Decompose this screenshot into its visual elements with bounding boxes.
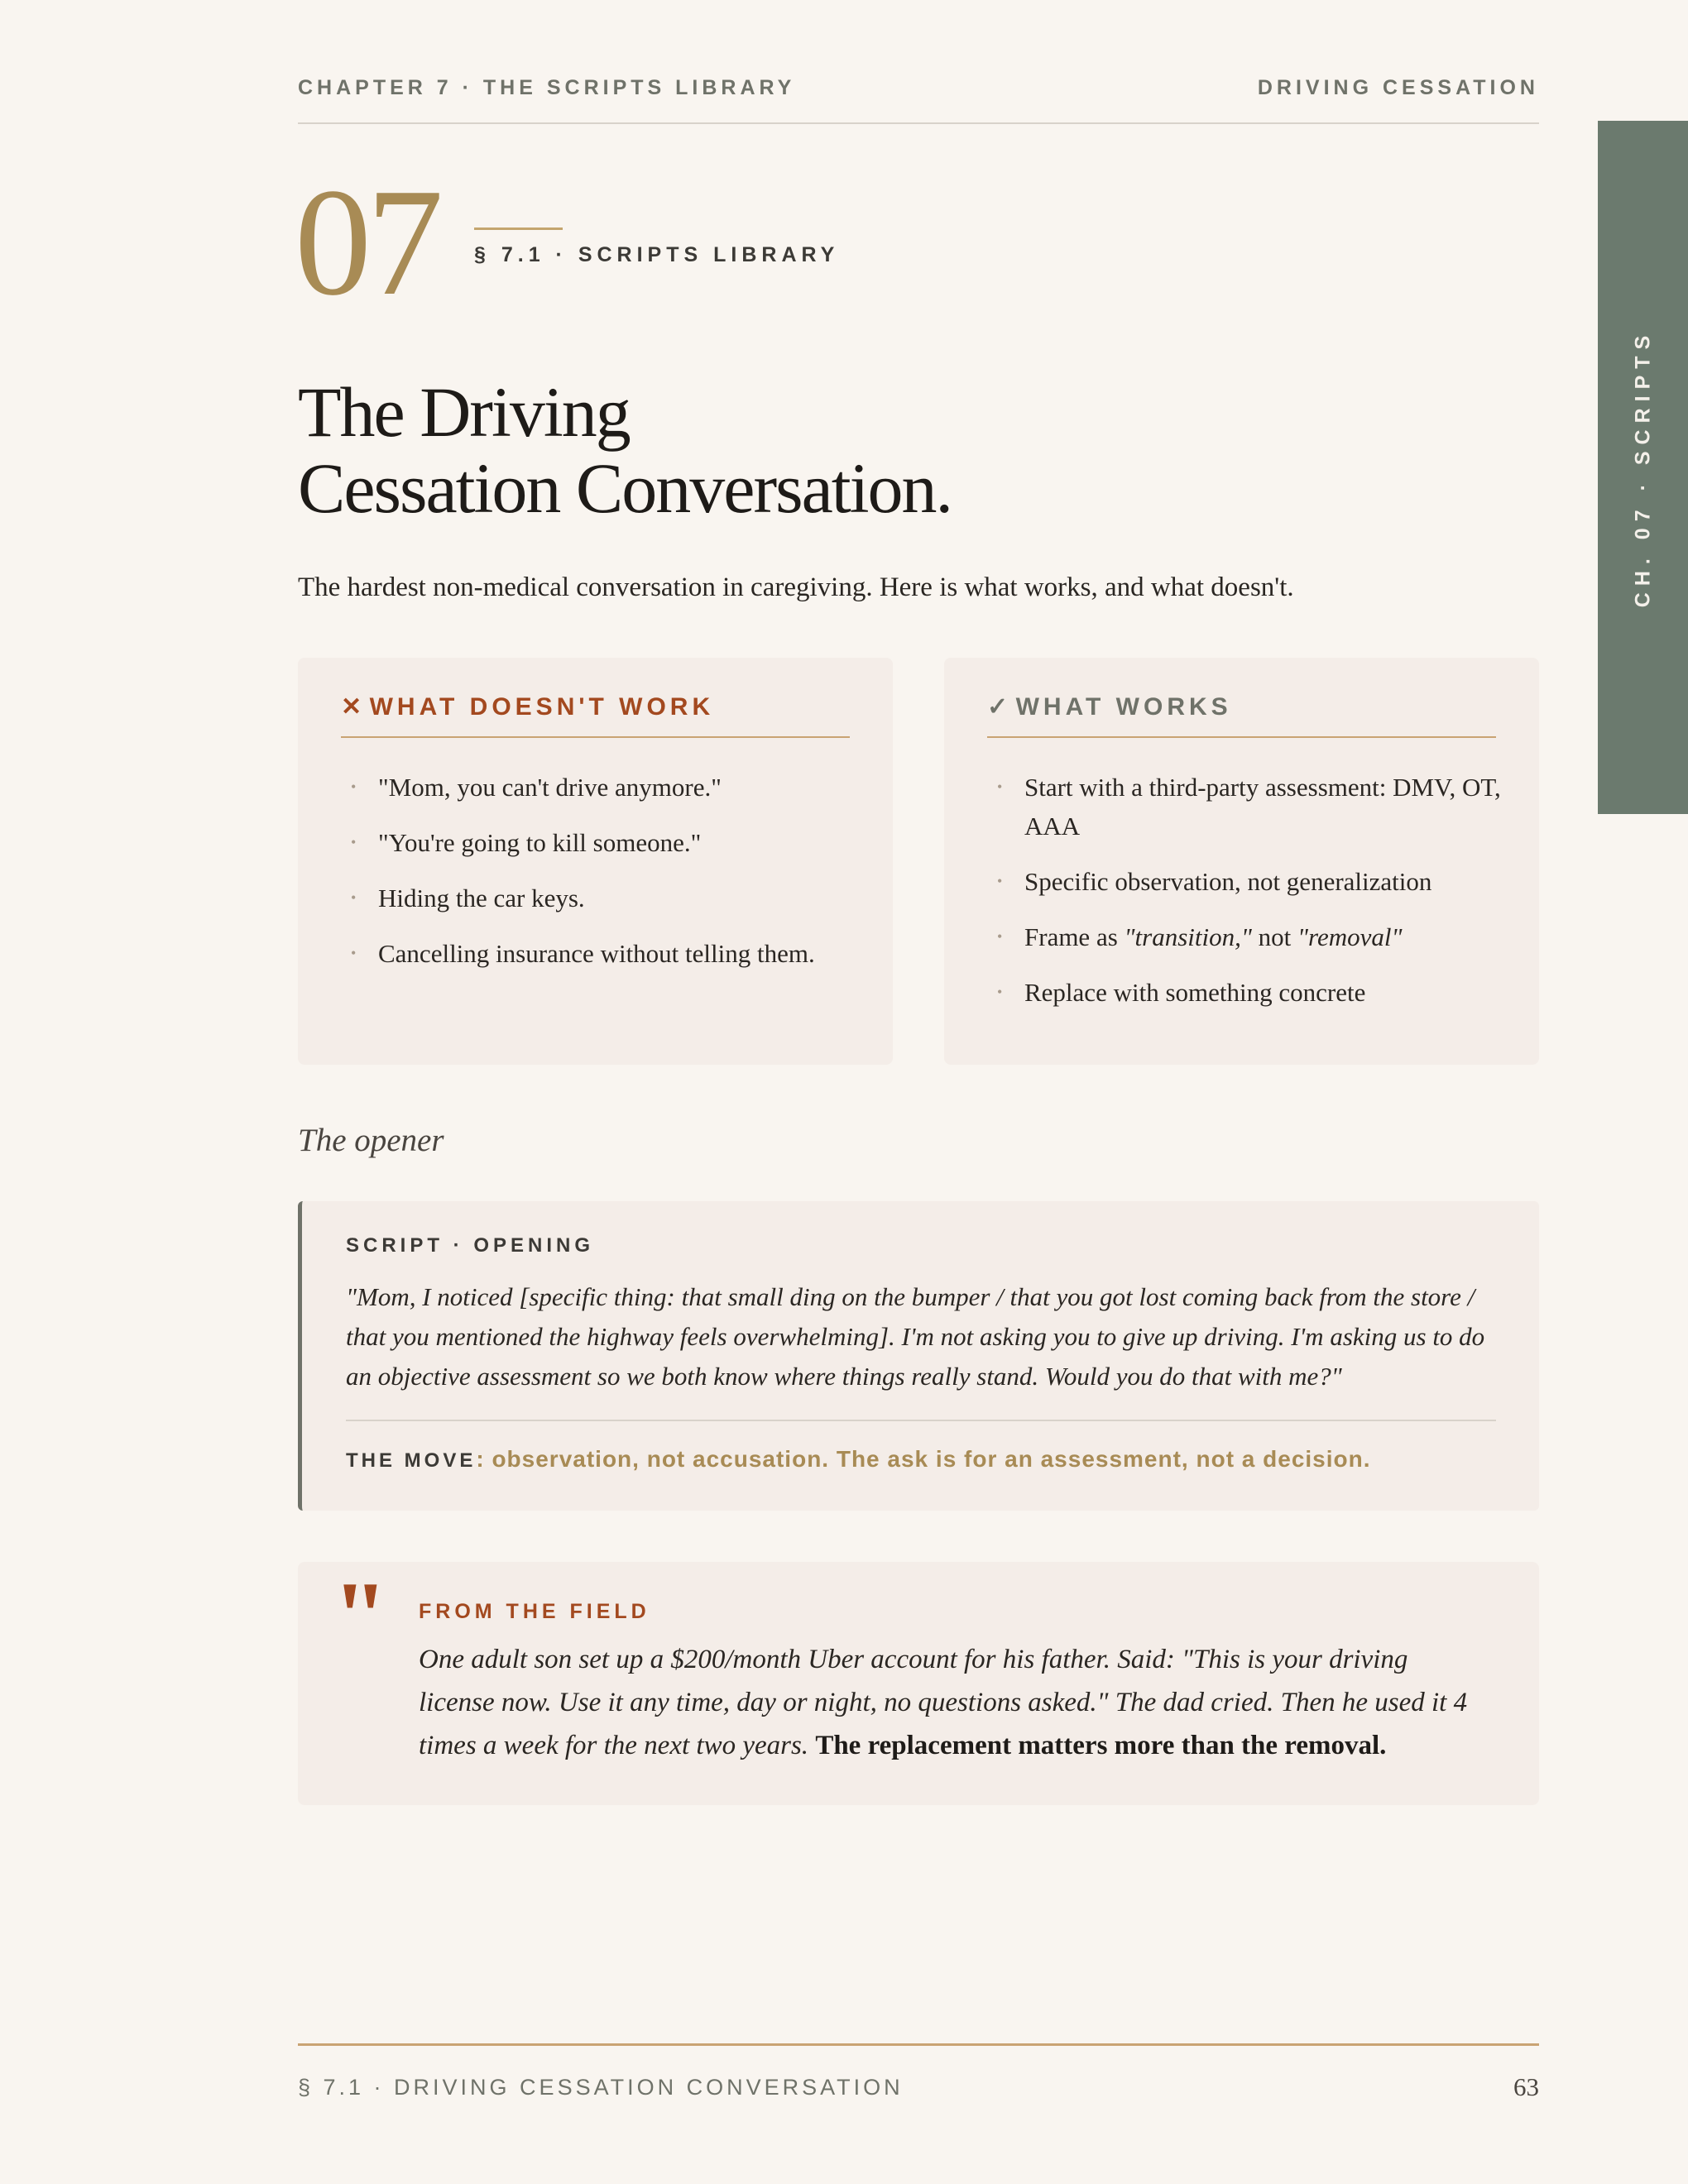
doesnt-work-title: WHAT DOESN'T WORK — [369, 693, 715, 721]
chapter-number: 07 — [295, 157, 439, 328]
footer-section: § 7.1 · DRIVING CESSATION CONVERSATION — [298, 2075, 904, 2100]
section-label: § 7.1 · SCRIPTS LIBRARY — [474, 243, 840, 266]
script-label: SCRIPT · OPENING — [346, 1234, 595, 1257]
script-text: "Mom, I noticed [specific thing: that small ding on the bumper / that you got lost coming back from the store / that you mentioned the highway feels overwhelming]. I'm not asking you to give up driving. I'm asking us to do an objective assessment so we both know where things really stand. Would you do that with me?" — [346, 1282, 1485, 1391]
works-card — [944, 658, 1539, 1065]
script-move — [346, 1446, 1371, 1473]
list-item: • Start with a third-party assessment: DMV, OT, AAA — [997, 768, 1506, 845]
page-title-line-2: Cessation Conversation. — [298, 448, 952, 528]
page-number: 63 — [1513, 2072, 1539, 2101]
list-item: • Cancelling insurance without telling them. — [351, 934, 860, 973]
list-item: • Hiding the car keys. — [351, 879, 860, 917]
side-tab-label: CH. 07 · SCRIPTS — [1631, 328, 1654, 608]
list-item-text: not — [1251, 922, 1298, 951]
doesnt-work-card — [298, 658, 893, 1065]
running-header — [298, 76, 1539, 124]
list-item-emphasis: "removal" — [1297, 922, 1403, 951]
doesnt-work-heading — [341, 692, 850, 738]
script-move-text: : observation, not accusation. The ask is for an assessment, not a decision. — [476, 1446, 1371, 1472]
chapter-side-tab[interactable] — [1598, 121, 1688, 814]
footer-rule — [298, 2043, 1539, 2046]
opener-heading: The opener — [298, 1123, 444, 1158]
field-note — [298, 1562, 1539, 1805]
check-icon: ✓ — [987, 693, 1013, 721]
field-note-text — [419, 1638, 1489, 1767]
script-divider — [346, 1420, 1496, 1421]
field-note-label: FROM THE FIELD — [419, 1600, 650, 1623]
list-item-emphasis: "transition," — [1124, 922, 1252, 951]
doesnt-work-list — [351, 768, 860, 989]
page-subtitle: The hardest non-medical conversation in caregiving. Here is what works, and what doesn't. — [298, 572, 1294, 602]
script-block — [298, 1201, 1539, 1511]
list-item-text: Frame as — [1024, 922, 1125, 951]
quote-mark-icon: " — [333, 1561, 388, 1671]
page-title-line-1: The Driving — [298, 372, 630, 452]
works-list — [997, 768, 1506, 1028]
running-header-chapter: CHAPTER 7 · THE SCRIPTS LIBRARY — [298, 76, 796, 99]
list-item: • Replace with something concrete — [997, 973, 1506, 1012]
field-note-emphasis: The replacement matters more than the removal. — [815, 1731, 1387, 1760]
works-title: WHAT WORKS — [1015, 693, 1232, 721]
list-item — [997, 917, 1506, 956]
works-heading — [987, 692, 1496, 738]
cross-icon: ✕ — [341, 693, 367, 721]
list-item: • Specific observation, not generalization — [997, 862, 1506, 901]
chapter-rule — [474, 228, 563, 230]
page-title — [298, 374, 952, 526]
list-item: • "Mom, you can't drive anymore." — [351, 768, 860, 807]
script-move-label: THE MOVE — [346, 1449, 477, 1472]
field-note-body: One adult son set up a $200/month Uber account for his father. Said: "This is your driving license now. Use it any time, day or night, no questions asked." The dad cried. Then he used it 4 times a week for the next two years. — [419, 1645, 1468, 1760]
running-header-topic: DRIVING CESSATION — [1257, 76, 1539, 99]
list-item: • "You're going to kill someone." — [351, 823, 860, 862]
